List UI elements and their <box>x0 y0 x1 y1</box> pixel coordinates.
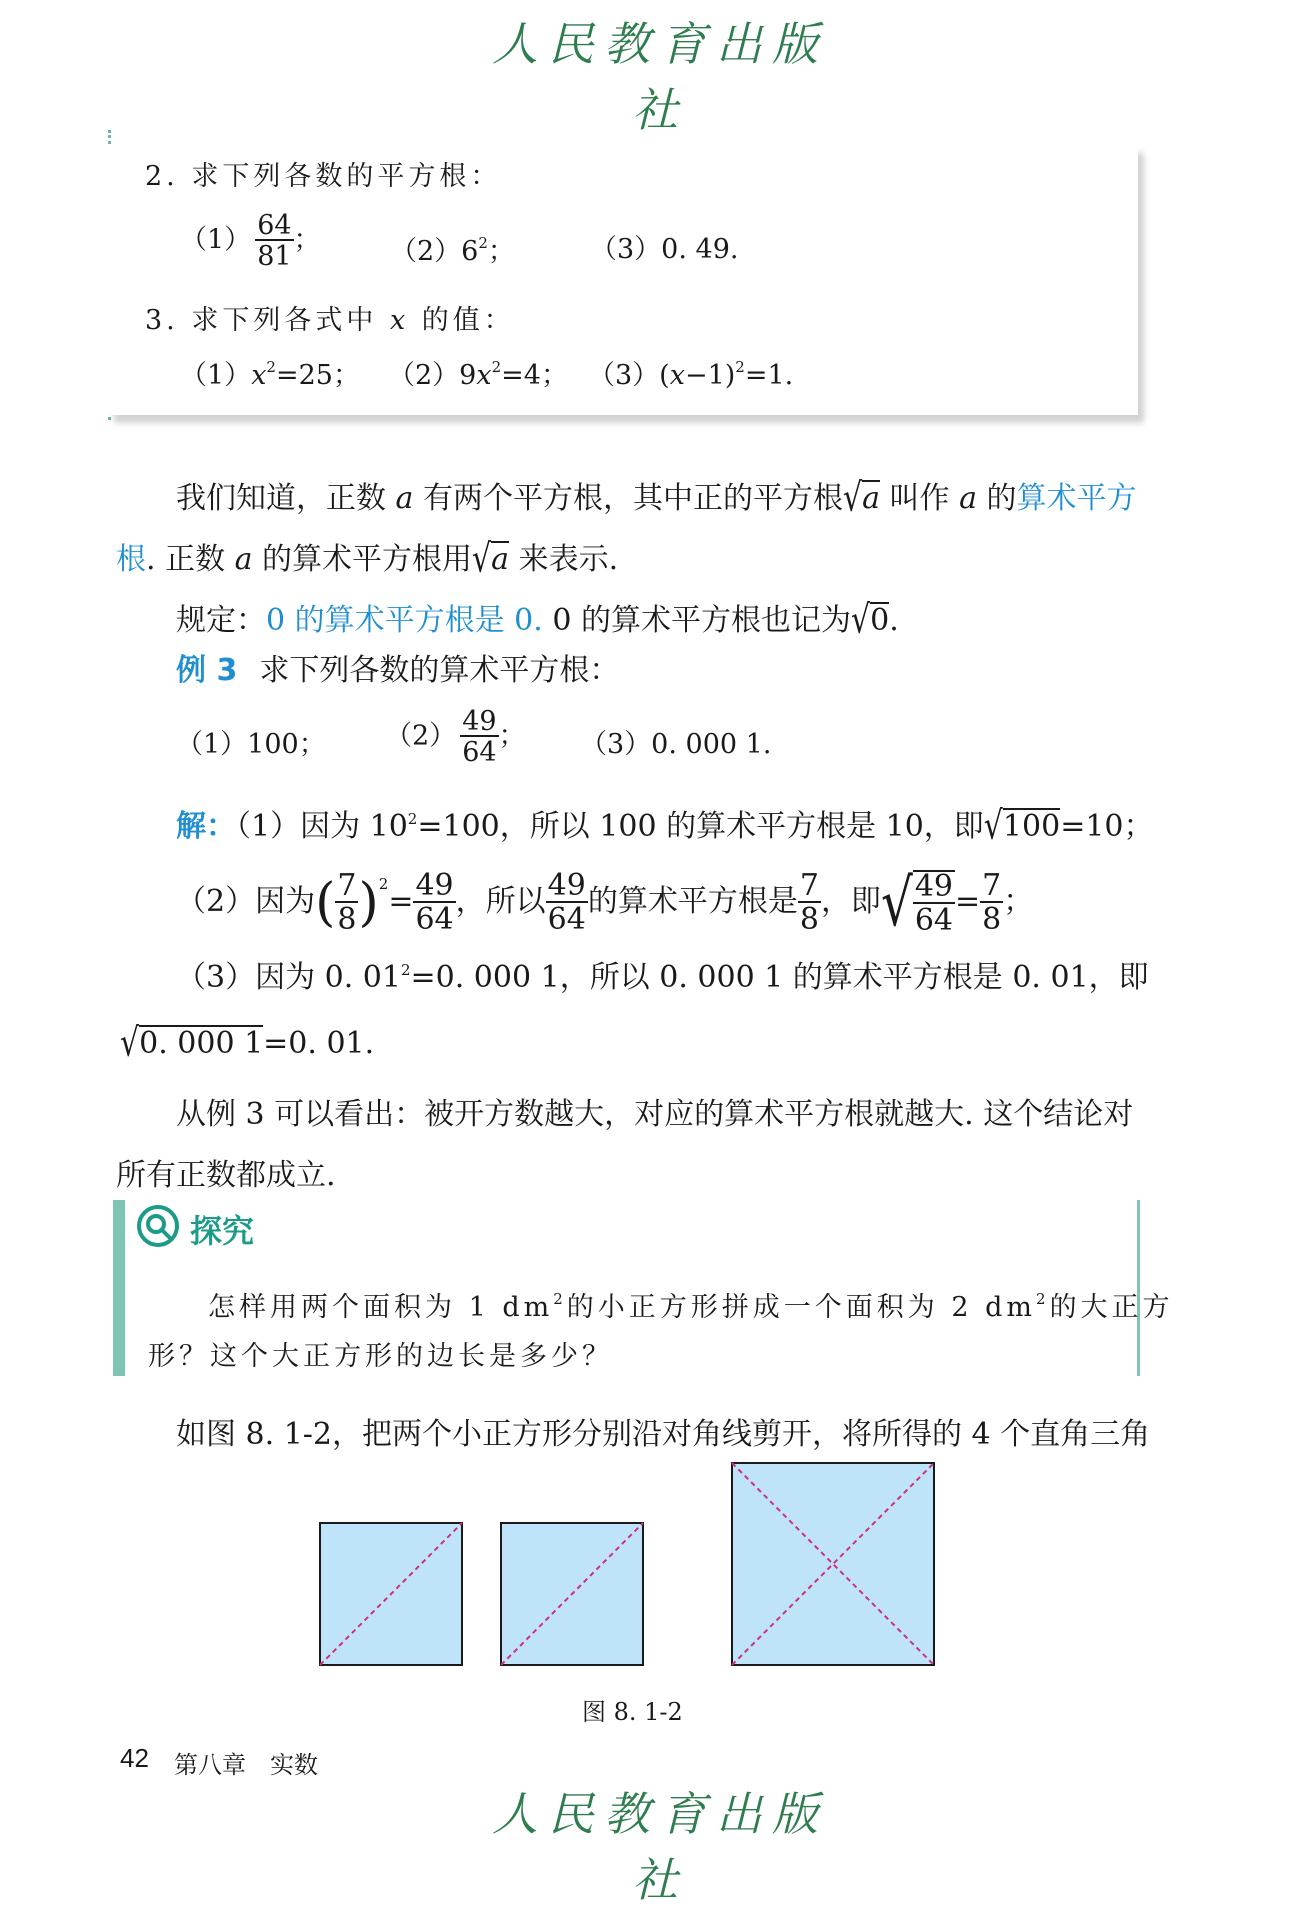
q2-label: 2. 求下列各数的平方根： <box>145 161 502 192</box>
example3-heading: 例 3 求下列各数的算术平方根： <box>176 653 620 688</box>
large-square <box>732 1463 934 1665</box>
page-number: 42 <box>120 1743 149 1773</box>
q2-part1: （1） $\frac{64}{81}$ ； <box>180 210 321 272</box>
q2-part3: （3）0. 49. <box>590 234 739 265</box>
q3-part1: $(1)x^2=25$； <box>180 358 360 391</box>
term-arithmetic-root: 算术平方 <box>1016 481 1137 516</box>
q2-p1-num: 64 <box>257 210 292 241</box>
chapter-label: 第八章 实数 <box>174 1751 318 1779</box>
solution-line4: √0. 000 1=0. 01. <box>120 1020 375 1067</box>
explore-right-border <box>1137 1200 1140 1376</box>
rule-line: 规定：0 的算术平方根是 0. 0 的算术平方根也记为√0. <box>176 597 899 644</box>
example3-title: 例 3 <box>176 653 238 688</box>
example3-part2: （2） $\frac{49}{64}$ ； <box>385 706 526 768</box>
explore-accent-bar <box>113 1200 125 1376</box>
explore-line1: 怎样用两个面积为 1 $dm^2$的小正方形拼成一个面积为 2 $dm^2$的大正方 <box>208 1290 1174 1323</box>
continuation-line1: 如图 8. 1-2，把两个小正方形分别沿对角线剪开，将所得的 4 个直角三角 <box>176 1417 1151 1452</box>
publisher-logo: 人民教育出版社 <box>492 17 828 137</box>
q3-part2: $(2)9x^2=4$； <box>388 358 568 391</box>
publisher-logo-bottom: 人民教育出版社 <box>492 1787 828 1907</box>
explore-title: 探究 <box>190 1212 255 1250</box>
q3-label: 3. 求下列各式中 x 的值： <box>145 305 515 336</box>
q2-p1-den: 81 <box>257 241 292 272</box>
rule-highlight: 0 的算术平方根是 0. <box>266 603 543 638</box>
definition-line1: 我们知道，正数 a 有两个平方根，其中正的平方根√a 叫作 a 的算术平方 <box>176 475 1137 522</box>
figure-8-1-2 <box>300 1460 960 1675</box>
solution-line1: 解：（1）因为 $10^2=100$，所以 100 的算术平方根是 10，即√100=10； <box>176 803 1154 850</box>
example3-part1: （1）100； <box>176 729 326 760</box>
conclusion-line2: 所有正数都成立. <box>116 1158 336 1193</box>
explore-line2: 形？这个大正方形的边长是多少？ <box>148 1341 613 1372</box>
q2-part2: $(2)6^2$； <box>390 234 515 267</box>
explore-icon <box>136 1204 180 1248</box>
figure-caption: 图 8. 1-2 <box>582 1698 683 1726</box>
definition-line2: 根. 正数 a 的算术平方根用√a 来表示. <box>116 536 619 583</box>
conclusion-line1: 从例 3 可以看出：被开方数越大，对应的算术平方根就越大. 这个结论对 <box>176 1097 1134 1132</box>
solution-line3: （3）因为 0. $01^2=0$. 000 1，所以 0. 000 1 的算术平方根是 0. 01，即 <box>176 960 1149 995</box>
solution-label: 解： <box>176 809 236 844</box>
q3-part3: $(3)(x-1)^2=1$. <box>588 358 794 391</box>
solution-line2: （2）因为( $\frac{7}{8}$ )$^2$= $\frac{49}{64}$ ，所以 $\frac{49}{64}$ 的算术平方根是 $\frac{7}{8}$ ，即√ $\frac{49}{64}$ = $\frac{7}{8}$ ； <box>176 865 1034 941</box>
example3-part3: （3）0. 000 1. <box>580 729 772 760</box>
